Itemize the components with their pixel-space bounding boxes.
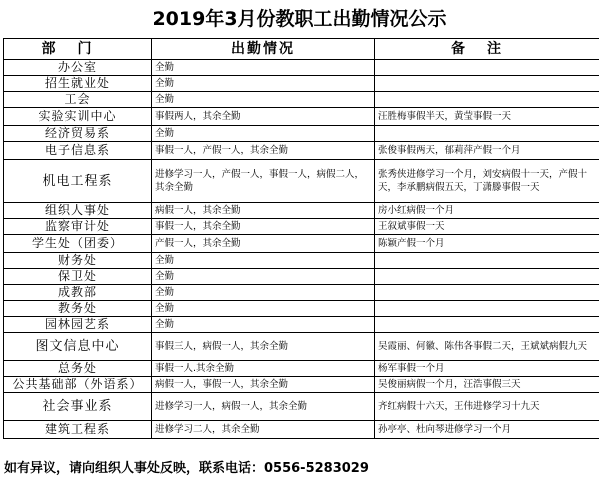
remarks-cell [375,317,599,333]
table-row [4,219,599,235]
table-row [4,92,599,108]
attendance-cell: 全勤 [152,253,375,269]
dept-cell: 图文信息中心 [4,333,152,361]
dept-cell: 电子信息系 [4,142,152,160]
dept-cell: 实验实训中心 [4,108,152,126]
dept-cell: 经济贸易系 [4,126,152,142]
attendance-cell: 进修学习一人，病假一人，其余全勤 [152,393,375,421]
table-body [4,60,599,439]
table-row [4,361,599,377]
attendance-table [3,38,599,439]
header-dept: 部门 [4,39,152,60]
remarks-cell: 吴霞丽、何徽、陈伟各事假二天，王斌斌病假九天 [375,333,599,361]
remarks-cell: 房小红病假一个月 [375,203,599,219]
table-row [4,317,599,333]
table-row [4,108,599,126]
page-title: 2019年3月份教职工出勤情况公示 [152,8,447,30]
attendance-cell: 事假三人，病假一人，其余全勤 [152,333,375,361]
remarks-cell: 齐红病假十六天，王伟进修学习十九天 [375,393,599,421]
dept-cell: 社会事业系 [4,393,152,421]
attendance-cell: 进修学习一人，产假一人，事假一人，病假二人，其余全勤 [152,160,375,203]
header-remarks: 备注 [375,39,599,60]
attendance-cell: 产假一人，其余全勤 [152,235,375,253]
attendance-cell: 事假一人.其余全勤 [152,361,375,377]
attendance-cell: 全勤 [152,317,375,333]
attendance-cell: 全勤 [152,301,375,317]
dept-cell: 招生就业处 [4,76,152,92]
table-row [4,377,599,393]
dept-cell: 总务处 [4,361,152,377]
remarks-cell [375,253,599,269]
table-row [4,60,599,76]
attendance-cell: 进修学习二人，其余全勤 [152,421,375,439]
remarks-cell [375,285,599,301]
attendance-cell: 病假一人，事假一人，其余全勤 [152,377,375,393]
dept-cell: 学生处（团委） [4,235,152,253]
remarks-cell: 汪胜梅事假半天，黄莹事假一天 [375,108,599,126]
dept-cell: 组织人事处 [4,203,152,219]
table-row [4,421,599,439]
dept-cell: 公共基础部（外语系） [4,377,152,393]
remarks-cell: 孙亭亭、杜向琴进修学习一个月 [375,421,599,439]
table-row [4,269,599,285]
header-attendance: 出勤情况 [152,39,375,60]
remarks-cell: 吴俊丽病假一个月，汪浩事假三天 [375,377,599,393]
remarks-cell: 王叙斌事假一天 [375,219,599,235]
attendance-cell: 全勤 [152,76,375,92]
table-row [4,76,599,92]
attendance-cell: 事假一人，其余全勤 [152,219,375,235]
attendance-cell: 事假两人，其余全勤 [152,108,375,126]
attendance-cell: 病假一人，其余全勤 [152,203,375,219]
dept-cell: 机电工程系 [4,160,152,203]
dept-cell: 办公室 [4,60,152,76]
remarks-cell: 陈颖产假一个月 [375,235,599,253]
table-row [4,203,599,219]
remarks-cell [375,126,599,142]
dept-cell: 园林园艺系 [4,317,152,333]
attendance-cell: 全勤 [152,285,375,301]
dept-cell: 成教部 [4,285,152,301]
remarks-cell [375,92,599,108]
table-header-row [4,39,599,60]
dept-cell: 保卫处 [4,269,152,285]
attendance-cell: 事假一人，产假一人，其余全勤 [152,142,375,160]
remarks-cell: 杨军事假一个月 [375,361,599,377]
attendance-cell: 全勤 [152,60,375,76]
table-row [4,333,599,361]
remarks-cell [375,301,599,317]
attendance-cell: 全勤 [152,126,375,142]
attendance-cell: 全勤 [152,269,375,285]
table-row [4,126,599,142]
contact-footer: 如有异议，请向组织人事处反映，联系电话：0556-5283029 [4,461,369,476]
table-row [4,285,599,301]
dept-cell: 财务处 [4,253,152,269]
table-row [4,393,599,421]
table-row [4,253,599,269]
dept-cell: 监察审计处 [4,219,152,235]
remarks-cell [375,60,599,76]
remarks-cell [375,76,599,92]
table-row [4,142,599,160]
remarks-cell [375,269,599,285]
attendance-cell: 全勤 [152,92,375,108]
table-row [4,301,599,317]
table-row [4,160,599,203]
dept-cell: 教务处 [4,301,152,317]
table-row [4,235,599,253]
remarks-cell: 张秀侠进修学习一个月，刘安病假十一天，产假十天，李承鹏病假五天，丁潇滕事假一天 [375,160,599,203]
dept-cell: 工会 [4,92,152,108]
remarks-cell: 张俊事假两天，郁莉萍产假一个月 [375,142,599,160]
dept-cell: 建筑工程系 [4,421,152,439]
